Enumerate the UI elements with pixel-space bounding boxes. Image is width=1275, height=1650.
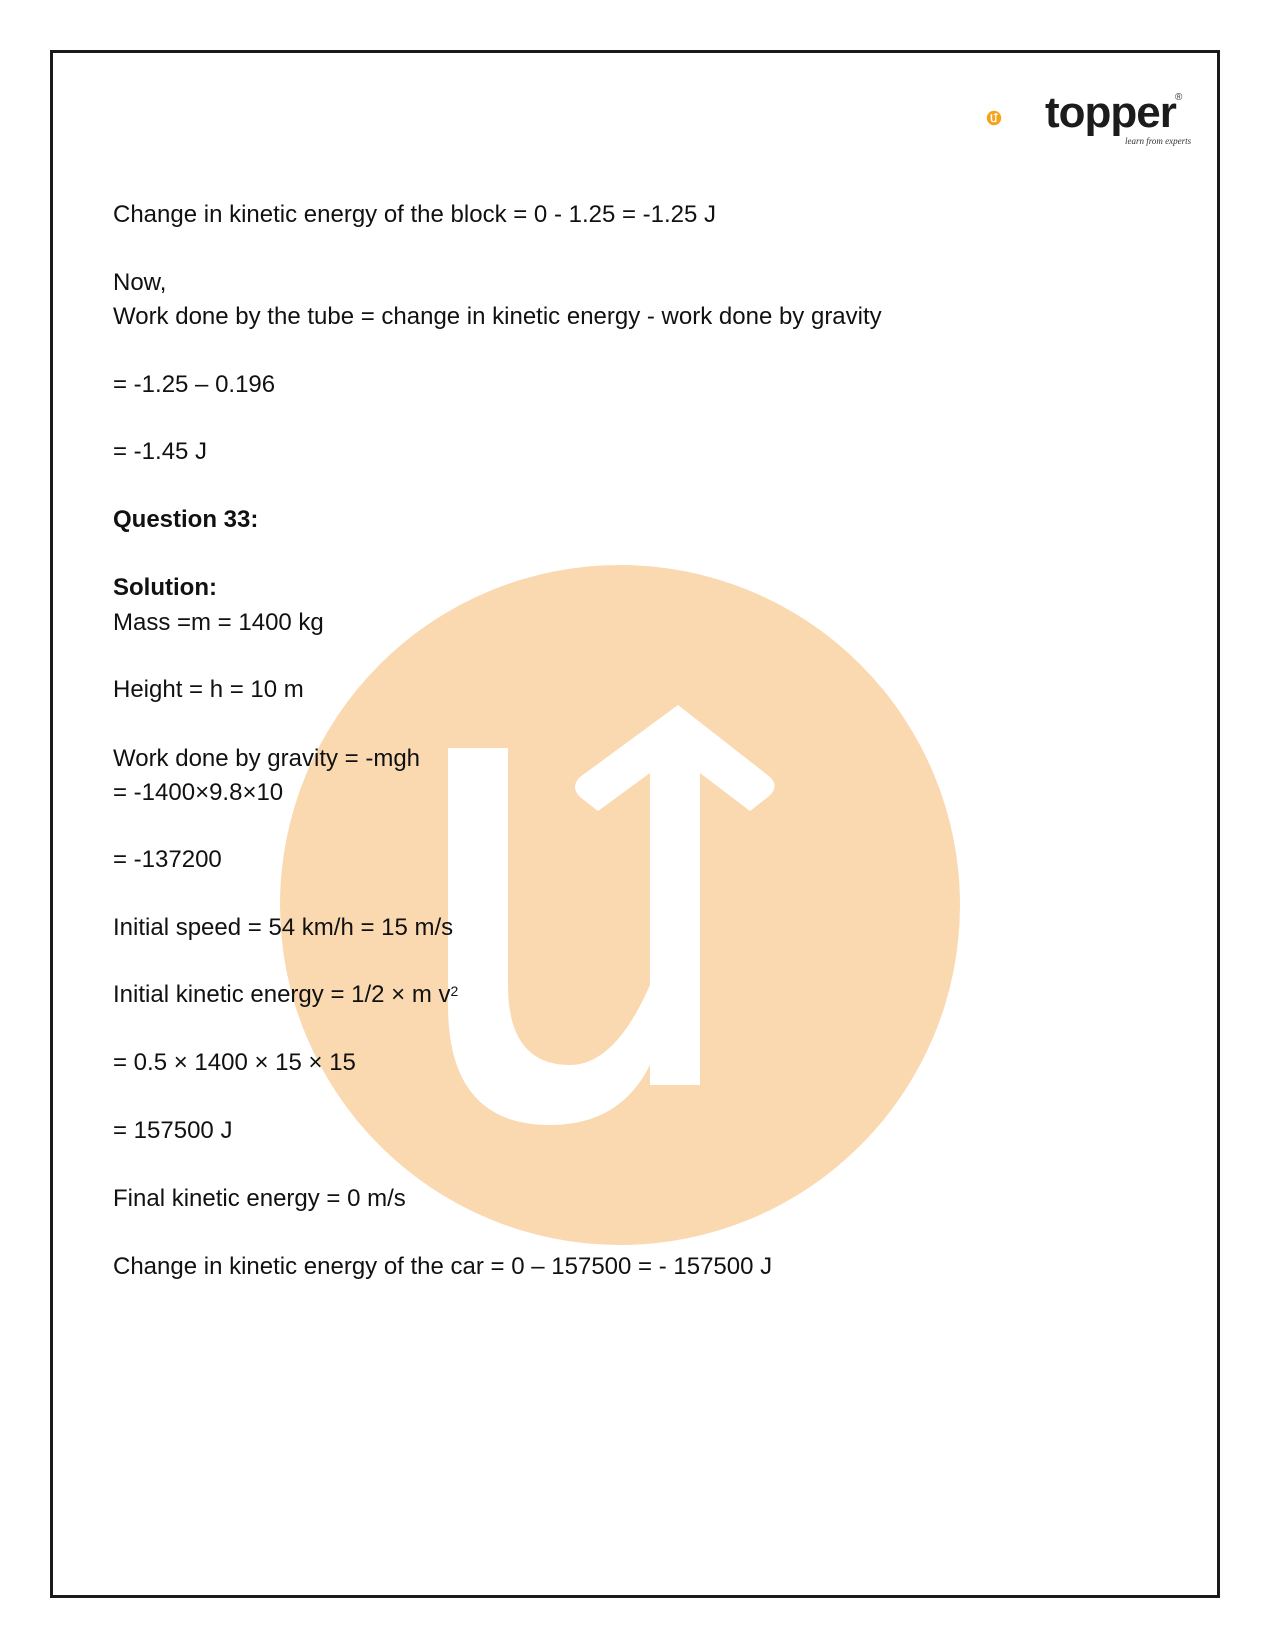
text-line: Change in kinetic energy of the block = 0 - 1.25 = -1.25 J [113,201,717,228]
text-line: Work done by the tube = change in kinetic energy - work done by gravity [113,303,882,330]
text-line: = 0.5 × 1400 × 15 × 15 [113,1049,356,1076]
text-line: Height = h = 10 m [113,676,304,703]
text-line: = -1400×9.8×10 [113,779,284,806]
text-line: = -1.25 – 0.196 [113,371,276,398]
text-line: Work done by gravity = -mgh [113,745,421,772]
solution-heading: Solution: [113,574,217,601]
text-line [113,980,458,1010]
text-line: = 157500 J [113,1117,233,1144]
topper-watermark-logo [280,565,960,1245]
logo-tagline: learn from experts [1125,136,1192,146]
text-line: Change in kinetic energy of the car = 0 – 157500 = - 157500 J [113,1253,773,1280]
question-heading: Question 33: [113,506,259,533]
text-span: Initial kinetic energy = 1/2 × m v [113,981,451,1008]
topper-logo [985,88,1045,148]
text-line: Final kinetic energy = 0 m/s [113,1185,406,1212]
logo-wordmark: topper [1045,88,1176,137]
text-line: Mass =m = 1400 kg [113,609,324,636]
superscript: 2 [450,983,459,999]
text-line: Initial speed = 54 km/h = 15 m/s [113,914,454,941]
registered-mark: ® [1175,92,1183,103]
text-line: Now, [113,269,167,296]
text-line: = -1.45 J [113,438,208,465]
text-line: = -137200 [113,846,222,873]
